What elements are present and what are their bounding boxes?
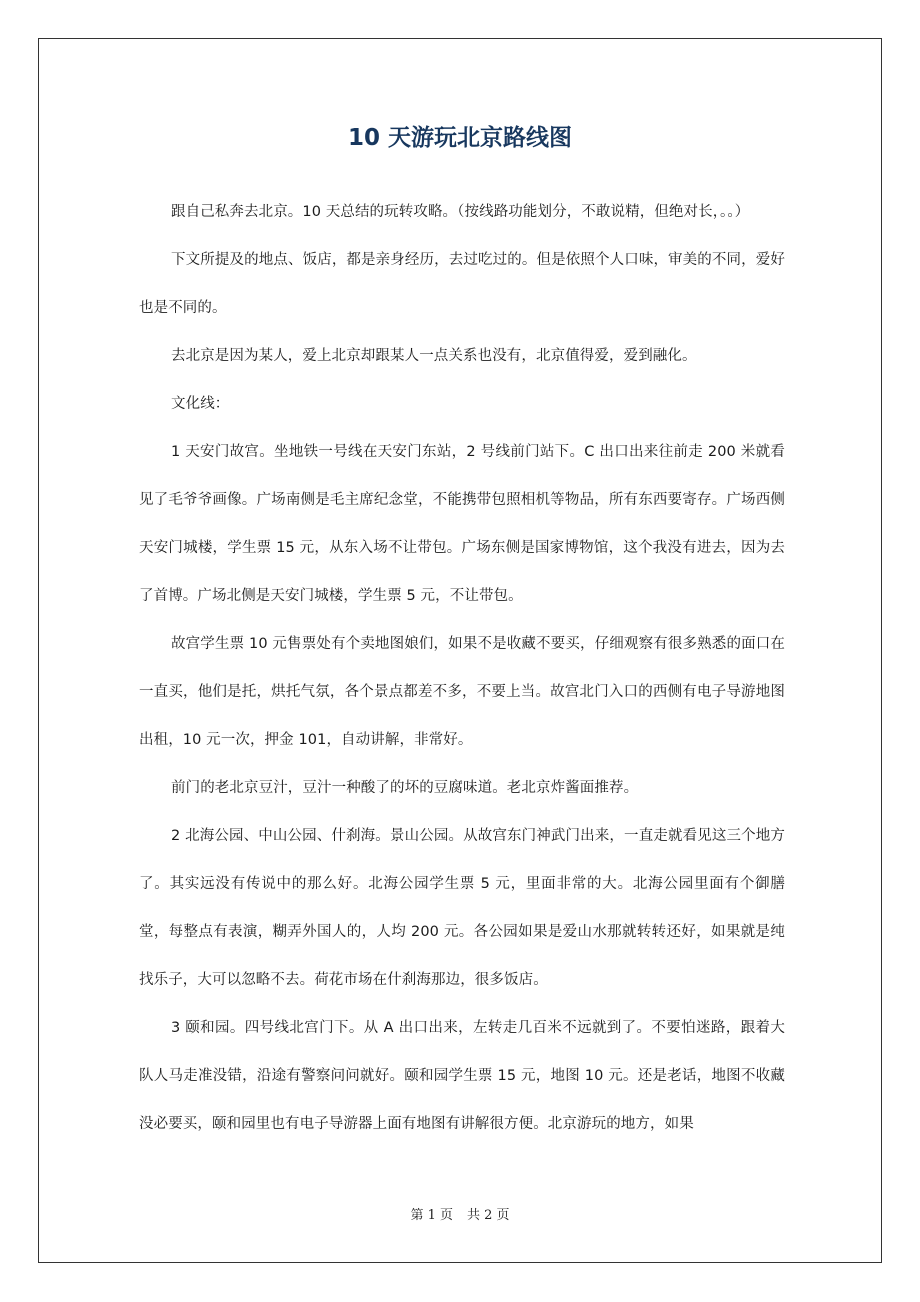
page-total: 共 2 页	[467, 1208, 510, 1223]
paragraph-intro: 跟自己私奔去北京。10 天总结的玩转攻略。（按线路功能划分，不敢说精，但绝对长，。。）	[171, 204, 750, 220]
paragraph-qianmen-food: 前门的老北京豆汁，豆汁一种酸了的坏的豆腐味道。老北京炸酱面推荐。	[171, 780, 639, 796]
paragraph-forbidden-city: 故宫学生票 10 元售票处有个卖地图娘们，如果不是收藏不要买，仔细观察有很多熟悉的面口在一直买，他们是托，烘托气氛，各个景点都差不多，不要上当。故宫北门入口的西侧有电子导游地图出租，10 元一次，押金 101，自动讲解，非常好。	[139, 636, 785, 748]
paragraph-reason: 去北京是因为某人，爱上北京却跟某人一点关系也没有，北京值得爱，爱到融化。	[171, 348, 697, 364]
paragraph-disclaimer: 下文所提及的地点、饭店，都是亲身经历，去过吃过的。但是依照个人口味，审美的不同，爱好也是不同的。	[139, 252, 785, 316]
section-heading-culture-line: 文化线：	[171, 396, 230, 412]
paragraph-summer-palace: 3 颐和园。四号线北宫门下。从 A 出口出来，左转走几百米不远就到了。不要怕迷路，跟着大队人马走准没错，沿途有警察问问就好。颐和园学生票 15 元，地图 10 元。还是老话，地图不收藏没必要买，颐和园里也有电子导游器上面有地图有讲解很方便。北京游玩的地方，如果	[139, 1020, 785, 1132]
page-number: 第 1 页	[410, 1208, 453, 1223]
document-body	[139, 188, 785, 1148]
paragraph-tiananmen: 1 天安门故宫。坐地铁一号线在天安门东站，2 号线前门站下。C 出口出来往前走 200 米就看见了毛爷爷画像。广场南侧是毛主席纪念堂，不能携带包照相机等物品，所有东西要寄存。广场西侧天安门城楼，学生票 15 元，从东入场不让带包。广场东侧是国家博物馆，这个我没有进去，因为去了首博。广场北侧是天安门城楼，学生票 5 元，不让带包。	[139, 444, 785, 604]
page-footer	[0, 1206, 920, 1226]
paragraph-beihai-park: 2 北海公园、中山公园、什刹海。景山公园。从故宫东门神武门出来，一直走就看见这三个地方了。其实远没有传说中的那么好。北海公园学生票 5 元，里面非常的大。北海公园里面有个御膳堂，每整点有表演，糊弄外国人的，人均 200 元。各公园如果是爱山水那就转转还好，如果就是纯找乐子，大可以忽略不去。荷花市场在什刹海那边，很多饭店。	[139, 828, 785, 988]
page-title: 10 天游玩北京路线图	[347, 125, 572, 151]
